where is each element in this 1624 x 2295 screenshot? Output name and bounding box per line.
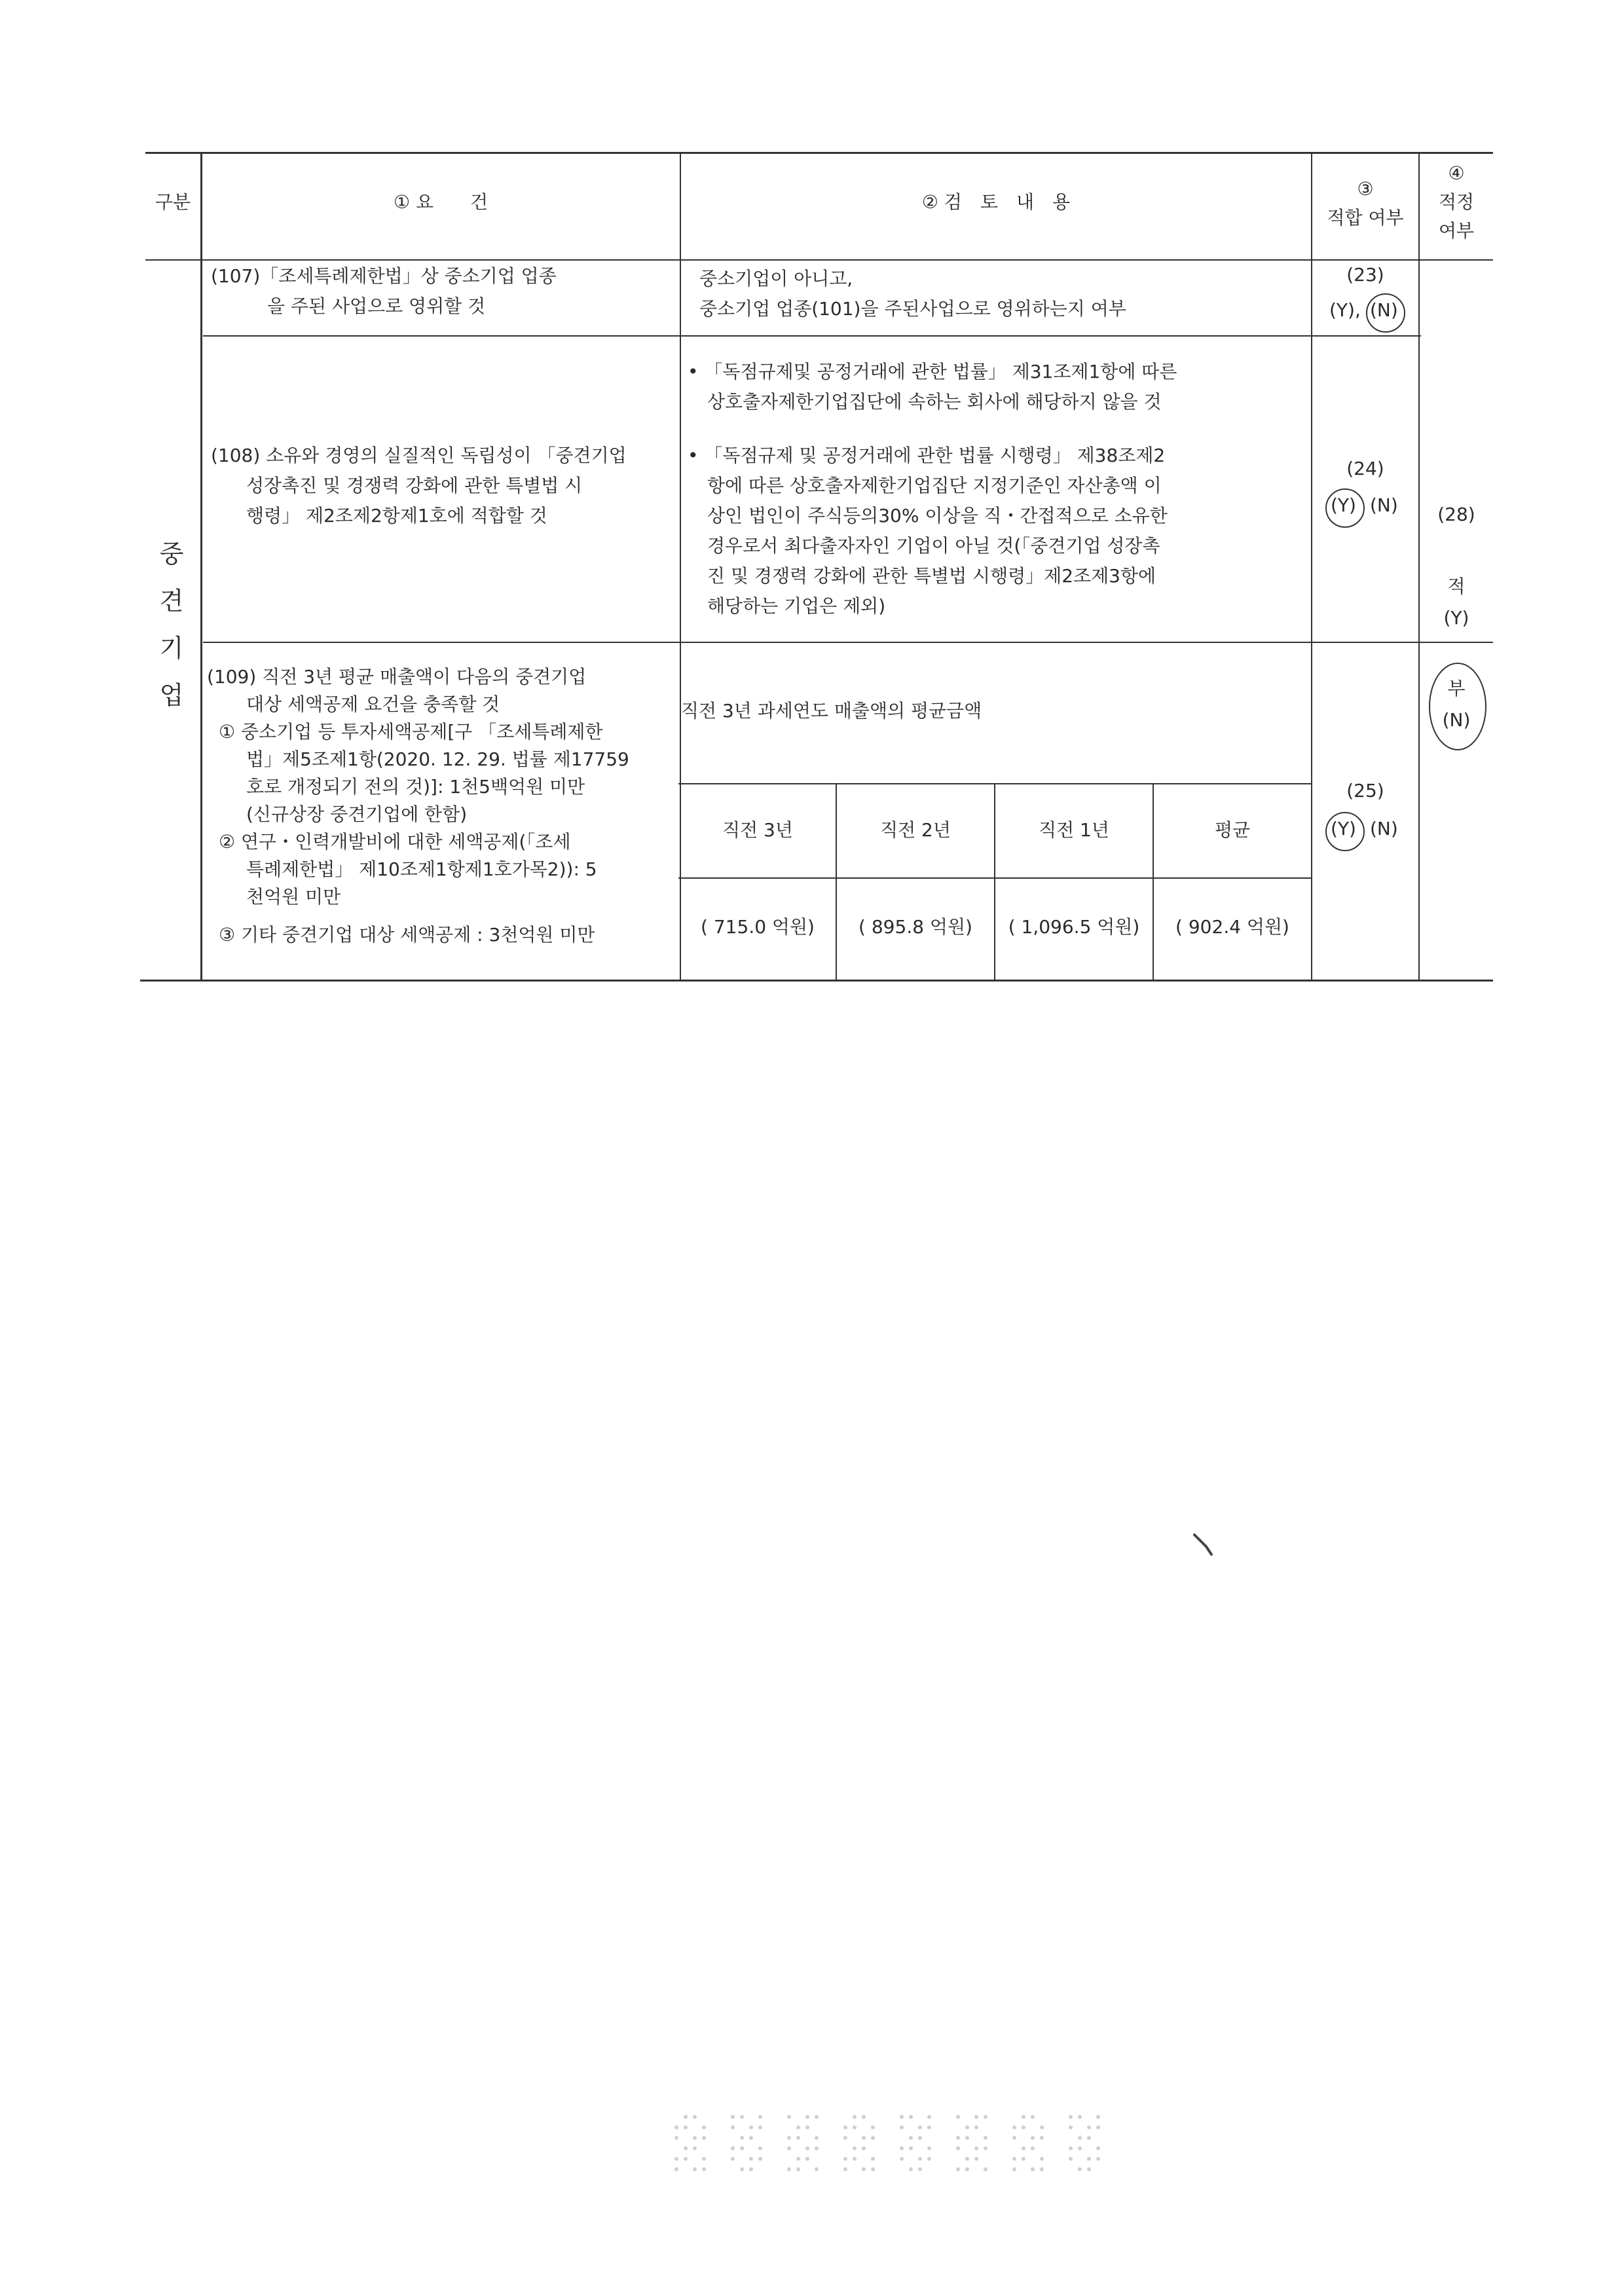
header-review: ② 검 토 내 용 (921, 191, 1071, 213)
stamp-dot (740, 2136, 744, 2140)
stamp-dot (787, 2146, 791, 2150)
review-108-b-line3: 상인 법인이 주식등의30% 이상을 직・간접적으로 소유한 (707, 505, 1168, 526)
stamp-dot (1031, 2136, 1035, 2140)
proper-no-en: (N) (1442, 709, 1471, 731)
stamp-dot (758, 2146, 762, 2150)
stamp-dot (843, 2136, 847, 2140)
req-107-line2: 을 주된 사업으로 영위할 것 (267, 295, 486, 317)
category-char-4: 업 (159, 681, 184, 710)
stamp-dot (900, 2125, 904, 2129)
req-109-line10: ③ 기타 중견기업 대상 세액공제 : 3천억원 미만 (219, 924, 595, 946)
stamp-dot (871, 2136, 875, 2140)
stamp-dot (853, 2115, 857, 2119)
proper-yes-en: (Y) (1443, 607, 1469, 629)
req-109-line8: 특례제한법」 제10조제1항제1호가목2)): 5 (246, 858, 597, 880)
stamp-dot (927, 2125, 931, 2129)
stamp-dot (871, 2167, 875, 2171)
review-108-b-line5: 진 및 경쟁력 강화에 관한 특별법 시행령」제2조제3항에 (707, 565, 1156, 587)
stamp-dot (1040, 2136, 1044, 2140)
req-108-line1: (108) 소유와 경영의 실질적인 독립성이 「중견기업 (211, 445, 627, 466)
stamp-dot (1069, 2146, 1073, 2150)
stamp-dot (843, 2125, 847, 2129)
stamp-dot (1096, 2157, 1100, 2161)
stamp-dot (805, 2125, 809, 2129)
stamp-dot (740, 2146, 744, 2150)
stamp-dot (871, 2125, 875, 2129)
fit-107-n-circle (1366, 293, 1405, 333)
stamp-dot (693, 2146, 697, 2150)
stamp-dot (965, 2125, 969, 2129)
review-108-b-line2: 항에 따른 상호출자제한기업집단 지정기준인 자산총액 이 (707, 475, 1162, 496)
stamp-dot (918, 2136, 922, 2140)
stamp-dot (1022, 2157, 1025, 2161)
stamp-dot (965, 2167, 969, 2171)
stamp-dot (956, 2115, 960, 2119)
stamp-dot (815, 2136, 819, 2140)
subtable-col2-divider (994, 783, 995, 980)
stamp-dot (805, 2146, 809, 2150)
header-fit-number: ③ (1357, 178, 1374, 200)
review-108-a-line2: 상호출자제한기업집단에 속하는 회사에 해당하지 않을 것 (707, 391, 1162, 413)
req-109-line5: 호로 개정되기 전의 것)]: 1천5백억원 미만 (246, 776, 585, 798)
stamp-dot (927, 2115, 931, 2119)
subtable-header-1: 직전 3년 (722, 819, 793, 841)
row-108-bottom-border (203, 642, 1493, 643)
category-char-2: 견 (159, 587, 184, 615)
stamp-dot (749, 2157, 753, 2161)
fit-107-y: (Y), (1329, 299, 1361, 321)
stamp-dot (1096, 2125, 1100, 2129)
category-char-1: 중 (159, 540, 184, 568)
stamp-dot (1096, 2115, 1100, 2119)
stamp-dot (956, 2167, 960, 2171)
stamp-dot (1069, 2125, 1073, 2129)
stamp-dot (805, 2157, 809, 2161)
stamp-dot (796, 2125, 800, 2129)
stamp-dot (796, 2157, 800, 2161)
table-top-border (145, 152, 1493, 154)
fit-107-n: (N) (1370, 299, 1398, 321)
header-fit-label: 적합 여부 (1327, 207, 1404, 229)
stamp-dot (1012, 2125, 1016, 2129)
stamp-dot (900, 2115, 904, 2119)
stamp-dot (758, 2125, 762, 2129)
fit-109-code: (25) (1346, 780, 1384, 801)
stamp-dot (787, 2167, 791, 2171)
header-bottom-border (145, 259, 1493, 261)
stamp-dot (909, 2136, 913, 2140)
stamp-dot (674, 2167, 678, 2171)
review-109: 직전 3년 과세연도 매출액의 평균금액 (681, 700, 982, 722)
stamp-dot (862, 2167, 866, 2171)
stamp-dot (674, 2136, 678, 2140)
stamp-dot (693, 2136, 697, 2140)
stamp-dot (1096, 2146, 1100, 2150)
fit-108-code: (24) (1346, 458, 1384, 479)
stamp-dot (1078, 2167, 1082, 2171)
stamp-dot (965, 2157, 969, 2161)
stamp-dot (974, 2146, 978, 2150)
stamp-dot (674, 2125, 678, 2129)
stamp-dot (805, 2115, 809, 2119)
req-109-line6: (신규상장 중견기업에 한함) (246, 803, 468, 825)
proper-no: 부 (1447, 678, 1466, 699)
stamp-dot (1022, 2115, 1025, 2119)
stamp-dot (956, 2146, 960, 2150)
stamp-dot (927, 2146, 931, 2150)
stamp-dot (1078, 2136, 1082, 2140)
stamp-dot (1022, 2125, 1025, 2129)
fit-109-y-circle (1325, 812, 1365, 851)
stamp-dot (815, 2167, 819, 2171)
stamp-dot (731, 2146, 735, 2150)
req-109-line4: 법」제5조제1항(2020. 12. 29. 법률 제17759 (246, 748, 629, 770)
stamp-dot (1087, 2167, 1091, 2171)
subtable-col3-divider (1153, 783, 1154, 980)
subtable-header-4: 평균 (1214, 819, 1251, 841)
stamp-dot (702, 2157, 706, 2161)
fit-108-y: (Y) (1331, 494, 1356, 516)
stamp-dot (862, 2136, 866, 2140)
requirement-col-divider (680, 152, 681, 981)
review-108-b-line4: 경우로서 최다출자자인 기업이 아닐 것(「중견기업 성장촉 (707, 535, 1160, 557)
row-107-bottom-border (203, 335, 1421, 337)
fit-108-y-circle (1325, 488, 1365, 528)
stamp-dot (927, 2157, 931, 2161)
category-col-divider (200, 152, 202, 981)
req-108-line3: 행령」 제2조제2항제1호에 적합할 것 (246, 505, 547, 526)
stamp-dot (1087, 2136, 1091, 2140)
req-109-line9: 천억원 미만 (246, 886, 341, 908)
stamp-dot (1069, 2157, 1073, 2161)
fit-109-y: (Y) (1331, 818, 1356, 839)
stamp-dot (974, 2157, 978, 2161)
stamp-dot (684, 2125, 688, 2129)
stamp-dot (900, 2157, 904, 2161)
stamp-dot (1031, 2115, 1035, 2119)
stamp-dot (918, 2167, 922, 2171)
req-107-line1: (107)「조세특례제한법」상 중소기업 업종 (211, 265, 557, 287)
stamp-dot (796, 2167, 800, 2171)
subtable-value-4: ( 902.4 억원) (1175, 916, 1289, 938)
stamp-dot (1031, 2167, 1035, 2171)
review-108-a-line1: • 「독점규제및 공정거래에 관한 법률」 제31조제1항에 따른 (688, 361, 1177, 382)
stamp-dot (749, 2125, 753, 2129)
req-108-line2: 성장촉진 및 경쟁력 강화에 관한 특별법 시 (246, 475, 583, 496)
stamp-dot (815, 2115, 819, 2119)
stamp-dot (702, 2125, 706, 2129)
review-108-b-line1: • 「독점규제 및 공정거래에 관한 법률 시행령」 제38조제2 (688, 445, 1166, 466)
stamp-dot (1078, 2146, 1082, 2150)
subtable-header-2: 직전 2년 (880, 819, 951, 841)
stamp-dot (749, 2167, 753, 2171)
stamp-dot (1069, 2115, 1073, 2119)
stamp-dot (787, 2136, 791, 2140)
stamp-dot (684, 2157, 688, 2161)
stamp-dot (1012, 2157, 1016, 2161)
stamp-dot (1087, 2157, 1091, 2161)
stamp-dot (684, 2146, 688, 2150)
stamp-dot (796, 2136, 800, 2140)
stamp-dot (900, 2146, 904, 2150)
header-proper-line2: 여부 (1438, 220, 1475, 242)
fit-col-divider (1418, 152, 1420, 981)
subtable-header-3: 직전 1년 (1039, 819, 1109, 841)
subtable-value-3: ( 1,096.5 억원) (1008, 916, 1140, 938)
stamp-dot (702, 2136, 706, 2140)
stamp-dot (909, 2167, 913, 2171)
subtable-value-2: ( 895.8 억원) (858, 916, 972, 938)
stamp-dot (1078, 2115, 1082, 2119)
stamp-dot (918, 2125, 922, 2129)
stamp-dot (731, 2125, 735, 2129)
stamp-dot (1012, 2167, 1016, 2171)
stamp-dot (853, 2146, 857, 2150)
subtable-col1-divider (836, 783, 837, 980)
category-char-3: 기 (159, 634, 184, 663)
header-requirement: ① 요 건 (393, 191, 489, 213)
stamp-dot (853, 2157, 857, 2161)
stamp-dot (984, 2136, 987, 2140)
stamp-dot (974, 2115, 978, 2119)
stamp-dot (984, 2167, 987, 2171)
stamp-dot (974, 2125, 978, 2129)
review-107-line2: 중소기업 업종(101)을 주된사업으로 영위하는지 여부 (699, 298, 1126, 320)
stamp-dot (862, 2146, 866, 2150)
review-107-line1: 중소기업이 아니고, (699, 268, 853, 289)
header-proper-line1: 적정 (1438, 191, 1475, 213)
stamp-dot (918, 2157, 922, 2161)
stamp-dot (693, 2167, 697, 2171)
fit-109-n: (N) (1370, 818, 1398, 839)
stamp-dot (749, 2136, 753, 2140)
req-109-line2: 대상 세액공제 요건을 충족할 것 (246, 693, 500, 715)
stamp-dot (731, 2157, 735, 2161)
stamp-dot (853, 2125, 857, 2129)
req-109-line1: (109) 직전 3년 평균 매출액이 다음의 중견기업 (207, 666, 587, 688)
stamp-dot (909, 2115, 913, 2119)
stamp-dot (731, 2115, 735, 2119)
stamp-dot (1040, 2125, 1044, 2129)
table-bottom-border (140, 980, 1493, 982)
stamp-dot (965, 2136, 969, 2140)
stamp-dot (674, 2157, 678, 2161)
stamp-dot (843, 2157, 847, 2161)
stamp-dot (787, 2115, 791, 2119)
stamp-dot (862, 2115, 866, 2119)
review-108-b-line6: 해당하는 기업은 제외) (707, 595, 886, 617)
subtable-value-1: ( 715.0 억원) (701, 916, 815, 938)
stamp-dot (984, 2115, 987, 2119)
stamp-dot (871, 2157, 875, 2161)
stamp-dot (843, 2167, 847, 2171)
stamp-dot (740, 2115, 744, 2119)
stamp-dot (1012, 2136, 1016, 2140)
stamp-dot (1031, 2146, 1035, 2150)
stamp-dot (1040, 2167, 1044, 2171)
stamp-dot (1040, 2157, 1044, 2161)
pen-mark-icon (1192, 1532, 1218, 1558)
dotted-stamp-pattern (674, 2115, 1133, 2187)
stamp-dot (956, 2136, 960, 2140)
stamp-dot (684, 2115, 688, 2119)
req-109-line7: ② 연구・인력개발비에 대한 세액공제(「조세 (219, 831, 571, 853)
stamp-dot (984, 2146, 987, 2150)
stamp-dot (740, 2167, 744, 2171)
stamp-dot (758, 2157, 762, 2161)
fit-108-n: (N) (1370, 494, 1398, 516)
stamp-dot (1087, 2125, 1091, 2129)
header-category: 구분 (155, 191, 191, 213)
proper-yes: 적 (1447, 576, 1466, 597)
stamp-dot (758, 2115, 762, 2119)
proper-code: (28) (1437, 504, 1475, 525)
stamp-dot (1022, 2146, 1025, 2150)
stamp-dot (693, 2115, 697, 2119)
req-109-line3: ① 중소기업 등 투자세액공제[구 「조세특례제한 (219, 721, 603, 743)
stamp-dot (815, 2146, 819, 2150)
fit-107-code: (23) (1346, 264, 1384, 285)
header-proper-number: ④ (1448, 162, 1465, 184)
stamp-dot (909, 2146, 913, 2150)
stamp-dot (702, 2167, 706, 2171)
